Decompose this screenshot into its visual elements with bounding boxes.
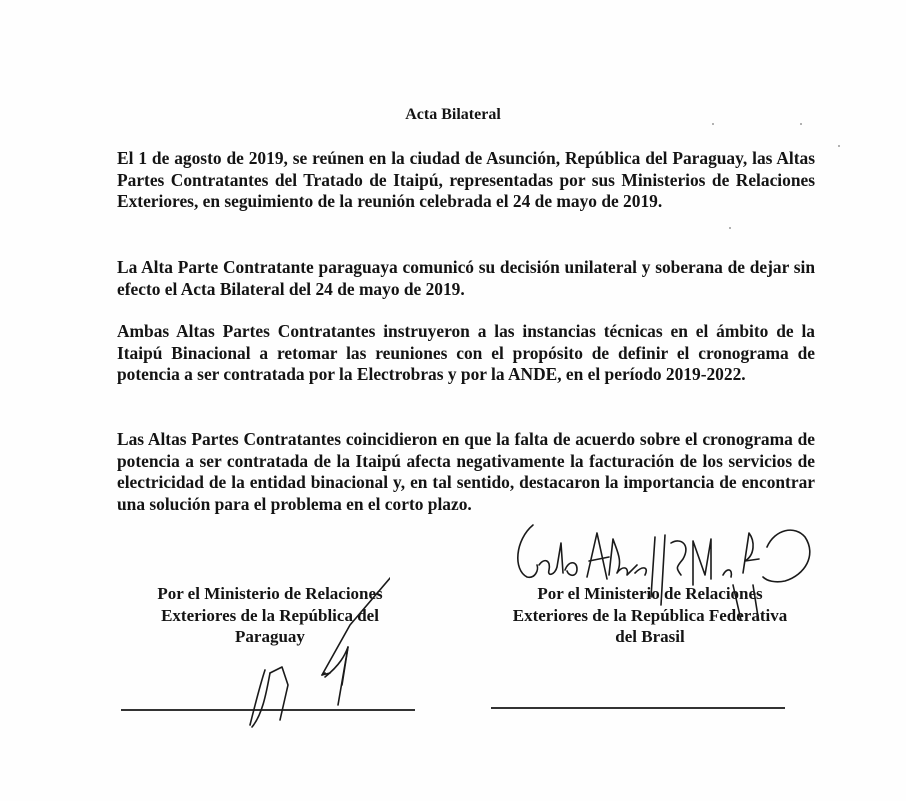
paragraph-agreement-impact: Las Altas Partes Contratantes coincidieron en que la falta de acuerdo sobre el cronograma de potencia a ser contratada de la Itaipú afecta negativamente la facturación de los servicios de electricidad de la entidad binacional y, en tal sentido, destacaron la importancia de encontrar una solución para el problema en el corto plazo. bbox=[117, 429, 815, 514]
document-title: Acta Bilateral bbox=[405, 106, 501, 123]
signature-line-paraguay bbox=[121, 709, 415, 711]
paragraph-technical-instructions: Ambas Altas Partes Contratantes instruyeron a las instancias técnicas en el ámbito de la Itaipú Binacional a retomar las reuniones con el propósito de definir el cronograma de potencia a ser contratada por la Electrobras y por la ANDE, en el período 2019-2022. bbox=[117, 321, 815, 385]
signature-label-line1: Por el Ministerio de Relaciones bbox=[157, 584, 383, 603]
scan-speck bbox=[729, 227, 731, 229]
signature-label-line3: Paraguay bbox=[235, 627, 305, 646]
signature-block-paraguay bbox=[120, 583, 420, 648]
signature-label-line2: Exteriores de la República Federativa bbox=[512, 605, 788, 625]
scan-speck bbox=[712, 123, 714, 125]
signature-line-brasil bbox=[491, 707, 785, 709]
signature-label-line2: Exteriores de la República del bbox=[161, 605, 379, 625]
paragraph-meeting-intro: El 1 de agosto de 2019, se reúnen en la ciudad de Asunción, República del Paraguay, las Altas Partes Contratantes del Tratado de Itaipú, representadas por sus Ministerios de Relaciones Exteriores, en seguimiento de la reunión celebrada el 24 de mayo de 2019. bbox=[117, 148, 815, 212]
scan-speck bbox=[838, 145, 840, 147]
signature-label-line1: Por el Ministerio de Relaciones bbox=[537, 584, 763, 603]
signature-label-line3: del Brasil bbox=[615, 627, 685, 646]
signature-block-brasil bbox=[490, 583, 810, 648]
paragraph-paraguay-decision: La Alta Parte Contratante paraguaya comunicó su decisión unilateral y soberana de dejar sin efecto el Acta Bilateral del 24 de mayo de 2019. bbox=[117, 257, 815, 299]
scan-speck bbox=[800, 123, 802, 125]
